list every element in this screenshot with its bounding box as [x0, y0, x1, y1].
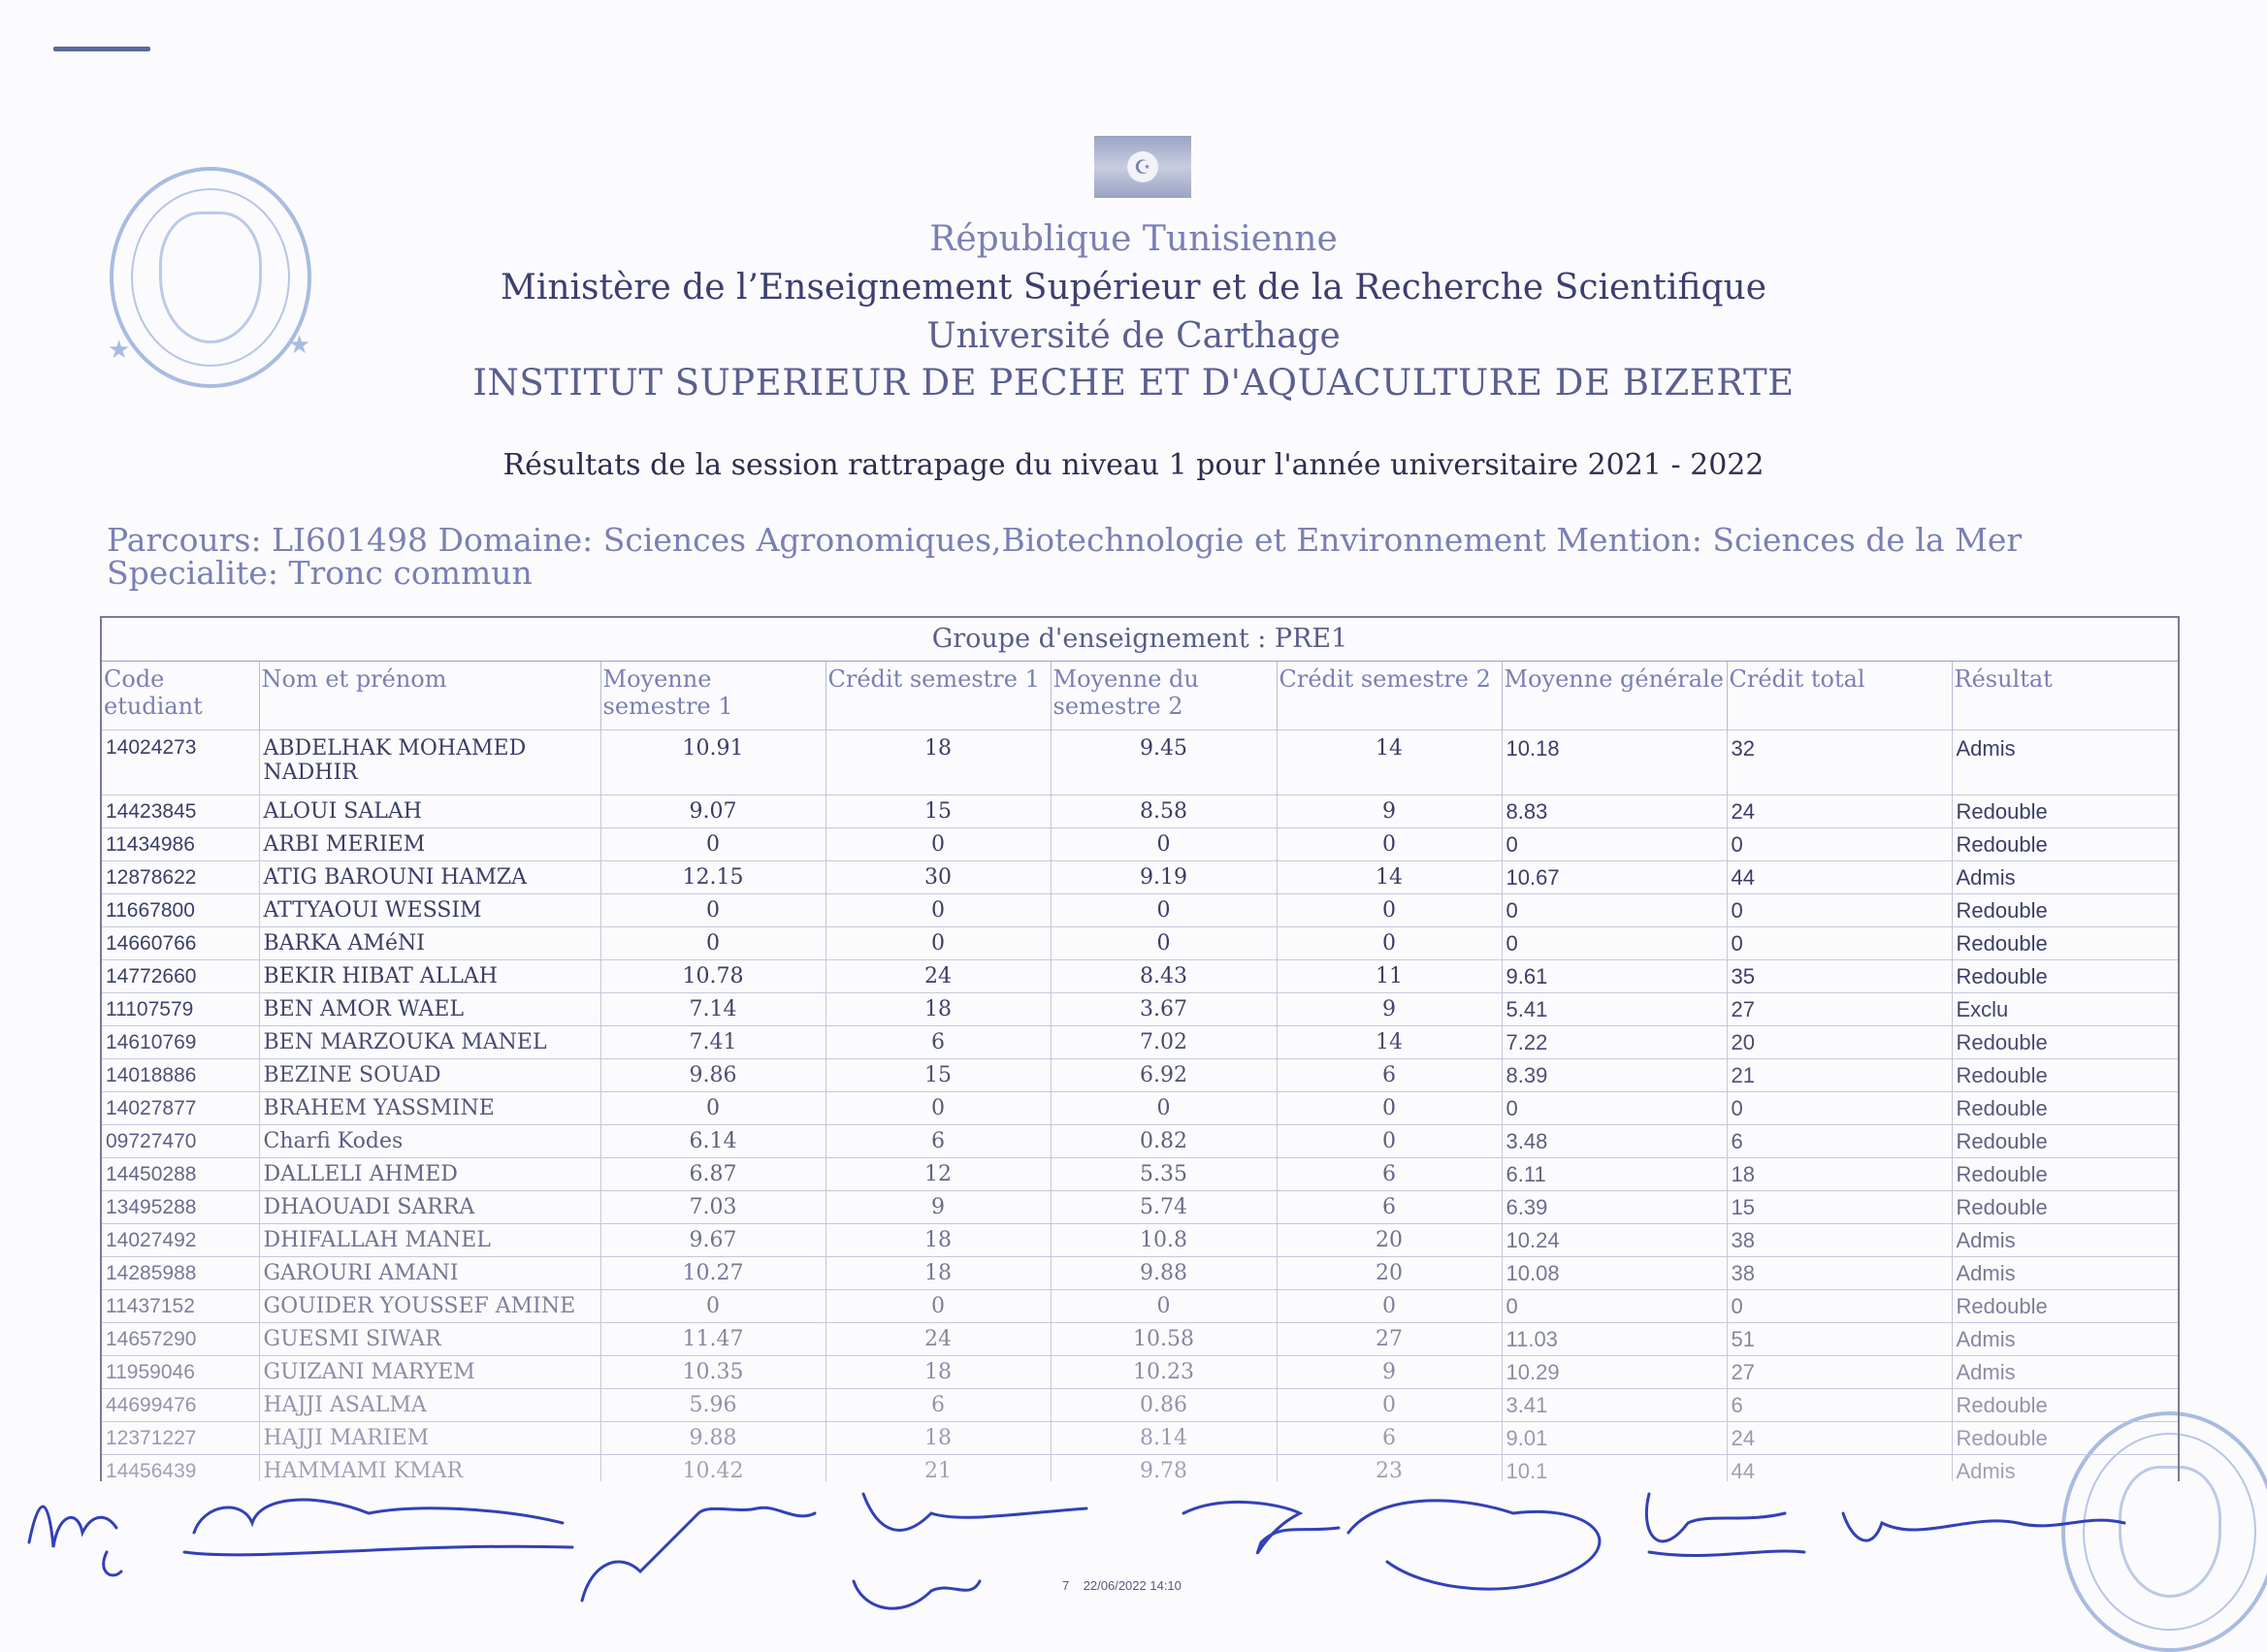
table-cell: Exclu [1952, 993, 2178, 1026]
table-cell: 24 [1727, 795, 1952, 828]
table-cell: 21 [1727, 1059, 1952, 1092]
table-cell: BEZINE SOUAD [259, 1059, 600, 1092]
table-cell: 0 [600, 828, 826, 861]
table-cell: 18 [826, 1257, 1051, 1290]
table-cell: 0 [600, 894, 826, 927]
table-cell: 9.86 [600, 1059, 826, 1092]
table-cell: 44 [1727, 1455, 1952, 1482]
table-cell: 3.41 [1502, 1389, 1727, 1422]
table-cell: 5.74 [1051, 1191, 1277, 1224]
table-cell: 44699476 [102, 1389, 259, 1422]
table-row [102, 1455, 2178, 1482]
table-cell: Redouble [1952, 927, 2178, 960]
signature-scribble [29, 1506, 121, 1575]
table-row [102, 1158, 2178, 1191]
table-cell: Admis [1952, 1257, 2178, 1290]
table-cell: 0 [1051, 927, 1277, 960]
table-cell: 9.01 [1502, 1422, 1727, 1455]
table-cell: GOUIDER YOUSSEF AMINE [259, 1290, 600, 1323]
column-header: Code etudiant [104, 665, 203, 720]
results-table-container [100, 616, 2180, 1481]
institute-seal-left: ★ ★ [110, 167, 311, 388]
table-cell: 38 [1727, 1257, 1952, 1290]
table-cell: 0 [1051, 828, 1277, 861]
table-row [102, 1356, 2178, 1389]
table-cell: 14285988 [102, 1257, 259, 1290]
table-cell: ALOUI SALAH [259, 795, 600, 828]
table-row [102, 795, 2178, 828]
table-cell: 11434986 [102, 828, 259, 861]
table-cell: 0 [1277, 828, 1502, 861]
table-cell: 5.96 [600, 1389, 826, 1422]
coat-of-arms-icon [2119, 1466, 2221, 1598]
table-cell: 11.03 [1502, 1323, 1727, 1356]
table-cell: 14423845 [102, 795, 259, 828]
table-cell: 6.92 [1051, 1059, 1277, 1092]
table-cell: Admis [1952, 1224, 2178, 1257]
table-cell: 6 [826, 1125, 1051, 1158]
column-header: Moyenne semestre 1 [600, 662, 826, 730]
table-cell: 6 [1277, 1422, 1502, 1455]
table-cell: DHAOUADI SARRA [259, 1191, 600, 1224]
table-cell: 27 [1727, 993, 1952, 1026]
table-cell: 6 [1277, 1191, 1502, 1224]
table-row [102, 1257, 2178, 1290]
table-cell: 9.19 [1051, 861, 1277, 894]
table-cell: HAJJI ASALMA [259, 1389, 600, 1422]
table-cell: 14018886 [102, 1059, 259, 1092]
table-cell: 14 [1277, 861, 1502, 894]
table-row [102, 993, 2178, 1026]
table-cell: 24 [1727, 1422, 1952, 1455]
signature-scribble [854, 1494, 1086, 1608]
table-row [102, 960, 2178, 993]
table-cell: 10.91 [600, 730, 826, 795]
column-header: Résultat [1952, 662, 2178, 730]
institute-heading: INSTITUT SUPERIEUR DE PECHE ET D'AQUACULTURE DE BIZERTE [472, 362, 1795, 404]
parcours-info: Parcours: LI601498 Domaine: Sciences Agronomiques,Biotechnologie et Environnement Mention: Sciences de la Mer Specialite: Tronc commun [107, 521, 2023, 592]
table-cell: 51 [1727, 1323, 1952, 1356]
table-cell: 14772660 [102, 960, 259, 993]
table-cell: 0 [1502, 894, 1727, 927]
table-cell: Redouble [1952, 1290, 2178, 1323]
table-cell: 10.35 [600, 1356, 826, 1389]
table-cell: 10.42 [600, 1455, 826, 1482]
table-cell: 8.58 [1051, 795, 1277, 828]
table-cell: 20 [1277, 1224, 1502, 1257]
table-cell: Redouble [1952, 795, 2178, 828]
table-cell: 0 [1277, 1389, 1502, 1422]
signatures [0, 1455, 2267, 1649]
table-cell: 6 [1727, 1125, 1952, 1158]
table-cell: Admis [1952, 1323, 2178, 1356]
table-cell: 6 [1727, 1389, 1952, 1422]
table-cell: 3.48 [1502, 1125, 1727, 1158]
table-cell: 0.82 [1051, 1125, 1277, 1158]
table-cell: 44 [1727, 861, 1952, 894]
table-cell: 0 [1502, 1092, 1727, 1125]
table-cell: 7.02 [1051, 1026, 1277, 1059]
column-header: Crédit total [1727, 662, 1952, 730]
table-cell: 9.45 [1051, 730, 1277, 795]
table-row [102, 1290, 2178, 1323]
table-cell: Redouble [1952, 894, 2178, 927]
table-cell: 0 [826, 1290, 1051, 1323]
table-cell: Admis [1952, 861, 2178, 894]
table-row [102, 861, 2178, 894]
column-header: Nom et prénom [259, 662, 600, 730]
table-cell: 0 [826, 927, 1051, 960]
university-heading: Université de Carthage [926, 316, 1341, 356]
table-cell: 11437152 [102, 1290, 259, 1323]
table-cell: 10.27 [600, 1257, 826, 1290]
table-cell: 20 [1277, 1257, 1502, 1290]
table-cell: 0 [1727, 894, 1952, 927]
table-cell: GAROURI AMANI [259, 1257, 600, 1290]
table-cell: 0 [1727, 828, 1952, 861]
document-title: Résultats de la session rattrapage du niveau 1 pour l'année universitaire 2021 - 2022 [502, 448, 1765, 482]
table-row [102, 1224, 2178, 1257]
table-cell: Charfi Kodes [259, 1125, 600, 1158]
table-cell: 0 [826, 1092, 1051, 1125]
results-table [102, 662, 2178, 1481]
table-cell: 0 [1502, 828, 1727, 861]
table-cell: 14456439 [102, 1455, 259, 1482]
table-cell: 9.07 [600, 795, 826, 828]
table-cell: 6 [826, 1026, 1051, 1059]
table-cell: BEKIR HIBAT ALLAH [259, 960, 600, 993]
table-cell: 9 [1277, 993, 1502, 1026]
table-cell: 15 [826, 795, 1051, 828]
table-cell: 15 [1727, 1191, 1952, 1224]
table-cell: Redouble [1952, 960, 2178, 993]
table-cell: HAJJI MARIEM [259, 1422, 600, 1455]
table-cell: 6.87 [600, 1158, 826, 1191]
table-cell: 0 [1277, 1125, 1502, 1158]
table-cell: 9.88 [600, 1422, 826, 1455]
republic-heading: République Tunisienne [929, 219, 1338, 259]
table-row [102, 894, 2178, 927]
table-cell: 27 [1727, 1356, 1952, 1389]
table-cell: ATIG BAROUNI HAMZA [259, 861, 600, 894]
table-cell: 9.88 [1051, 1257, 1277, 1290]
table-cell: 6.11 [1502, 1158, 1727, 1191]
table-cell: 0 [1502, 927, 1727, 960]
table-cell: 0 [1277, 894, 1502, 927]
table-cell: 10.58 [1051, 1323, 1277, 1356]
table-cell: 12371227 [102, 1422, 259, 1455]
table-header-row [102, 662, 2178, 730]
table-row [102, 1125, 2178, 1158]
table-cell: 0 [1727, 1092, 1952, 1125]
table-cell: 0 [1502, 1290, 1727, 1323]
table-row [102, 1026, 2178, 1059]
group-title: Groupe d'enseignement : PRE1 [102, 618, 2178, 662]
table-cell: 0.86 [1051, 1389, 1277, 1422]
table-cell: 8.14 [1051, 1422, 1277, 1455]
table-row [102, 1059, 2178, 1092]
table-row [102, 828, 2178, 861]
table-cell: 14027877 [102, 1092, 259, 1125]
table-cell: 6 [1277, 1059, 1502, 1092]
table-cell: 0 [600, 927, 826, 960]
table-cell: 8.83 [1502, 795, 1727, 828]
table-cell: 9 [1277, 795, 1502, 828]
table-cell: 11.47 [600, 1323, 826, 1356]
table-cell: 10.23 [1051, 1356, 1277, 1389]
table-cell: Redouble [1952, 1422, 2178, 1455]
table-cell: 14024273 [102, 730, 259, 795]
signature-scribble [582, 1507, 815, 1601]
table-cell: 9.61 [1502, 960, 1727, 993]
table-cell: ABDELHAK MOHAMED NADHIR [259, 730, 600, 795]
tunisian-flag-icon: ☪ [1094, 136, 1191, 198]
table-cell: Redouble [1952, 1158, 2178, 1191]
table-cell: 3.67 [1051, 993, 1277, 1026]
table-cell: 7.14 [600, 993, 826, 1026]
table-cell: 0 [1727, 1290, 1952, 1323]
column-header: Moyenne du semestre 2 [1051, 662, 1277, 730]
table-row [102, 1092, 2178, 1125]
table-cell: BRAHEM YASSMINE [259, 1092, 600, 1125]
table-cell: 14660766 [102, 927, 259, 960]
table-cell: 20 [1727, 1026, 1952, 1059]
table-cell: 10.24 [1502, 1224, 1727, 1257]
top-edge-mark [53, 47, 150, 51]
table-cell: 14610769 [102, 1026, 259, 1059]
table-cell: BEN MARZOUKA MANEL [259, 1026, 600, 1059]
table-cell: 24 [826, 960, 1051, 993]
table-cell: 32 [1727, 730, 1952, 795]
table-cell: 24 [826, 1323, 1051, 1356]
table-cell: 8.39 [1502, 1059, 1727, 1092]
table-row [102, 1191, 2178, 1224]
table-cell: 18 [1727, 1158, 1952, 1191]
table-cell: DHIFALLAH MANEL [259, 1224, 600, 1257]
table-cell: 18 [826, 993, 1051, 1026]
table-cell: 6 [1277, 1158, 1502, 1191]
signature-scribble [1183, 1502, 1339, 1552]
table-cell: 10.78 [600, 960, 826, 993]
table-cell: 10.18 [1502, 730, 1727, 795]
table-cell: 7.03 [600, 1191, 826, 1224]
table-cell: Redouble [1952, 1092, 2178, 1125]
table-cell: 18 [826, 1356, 1051, 1389]
table-cell: 0 [826, 828, 1051, 861]
table-cell: 0 [600, 1290, 826, 1323]
table-cell: ATTYAOUI WESSIM [259, 894, 600, 927]
table-cell: 14 [1277, 1026, 1502, 1059]
table-cell: 21 [826, 1455, 1051, 1482]
results-table-body [102, 730, 2178, 1482]
signature-scribble [1348, 1501, 1600, 1589]
table-cell: 12 [826, 1158, 1051, 1191]
ministry-heading: Ministère de l’Enseignement Supérieur et de la Recherche Scientifique [500, 268, 1767, 308]
table-cell: Redouble [1952, 1389, 2178, 1422]
table-cell: 9 [1277, 1356, 1502, 1389]
table-cell: HAMMAMI KMAR [259, 1455, 600, 1482]
table-cell: 0 [1277, 927, 1502, 960]
table-cell: 14027492 [102, 1224, 259, 1257]
column-header: Crédit semestre 2 [1277, 662, 1502, 730]
table-cell: 12878622 [102, 861, 259, 894]
table-cell: 9 [826, 1191, 1051, 1224]
table-cell: 27 [1277, 1323, 1502, 1356]
table-cell: ARBI MERIEM [259, 828, 600, 861]
table-cell: 0 [1277, 1092, 1502, 1125]
table-cell: 14 [1277, 730, 1502, 795]
table-cell: 6.39 [1502, 1191, 1727, 1224]
table-cell: 13495288 [102, 1191, 259, 1224]
table-cell: 18 [826, 730, 1051, 795]
table-cell: 0 [1051, 1290, 1277, 1323]
table-cell: 5.41 [1502, 993, 1727, 1026]
table-cell: 9.67 [600, 1224, 826, 1257]
table-cell: Redouble [1952, 1059, 2178, 1092]
table-cell: 18 [826, 1224, 1051, 1257]
print-timestamp: 22/06/2022 14:10 [1083, 1578, 1182, 1593]
table-cell: Admis [1952, 1455, 2178, 1482]
table-cell: 10.8 [1051, 1224, 1277, 1257]
signature-scribble [184, 1500, 572, 1555]
table-row [102, 927, 2178, 960]
table-cell: 10.1 [1502, 1455, 1727, 1482]
table-row [102, 730, 2178, 795]
table-cell: 14450288 [102, 1158, 259, 1191]
table-cell: 5.35 [1051, 1158, 1277, 1191]
table-cell: 10.67 [1502, 861, 1727, 894]
table-cell: Admis [1952, 730, 2178, 795]
column-header: Moyenne générale [1502, 662, 1727, 730]
table-cell: 0 [826, 894, 1051, 927]
table-cell: DALLELI AHMED [259, 1158, 600, 1191]
table-cell: 35 [1727, 960, 1952, 993]
table-row [102, 1422, 2178, 1455]
table-cell: 15 [826, 1059, 1051, 1092]
table-cell: 14657290 [102, 1323, 259, 1356]
table-row [102, 1323, 2178, 1356]
table-cell: BEN AMOR WAEL [259, 993, 600, 1026]
table-cell: 18 [826, 1422, 1051, 1455]
page-number: 7 [1062, 1578, 1070, 1593]
table-cell: 0 [1727, 927, 1952, 960]
table-cell: 23 [1277, 1455, 1502, 1482]
print-footer [1062, 1578, 1182, 1593]
table-cell: 11959046 [102, 1356, 259, 1389]
table-cell: 0 [1051, 894, 1277, 927]
table-cell: 6.14 [600, 1125, 826, 1158]
table-cell: 30 [826, 861, 1051, 894]
signature-scribble [1646, 1494, 1804, 1556]
table-cell: 0 [600, 1092, 826, 1125]
table-cell: BARKA AMéNI [259, 927, 600, 960]
table-cell: 11107579 [102, 993, 259, 1026]
table-cell: Redouble [1952, 1125, 2178, 1158]
column-header: Crédit semestre 1 [826, 662, 1051, 730]
table-cell: 6 [826, 1389, 1051, 1422]
table-cell: 0 [1051, 1092, 1277, 1125]
table-cell: Redouble [1952, 1026, 2178, 1059]
table-cell: Redouble [1952, 828, 2178, 861]
table-cell: 0 [1277, 1290, 1502, 1323]
table-cell: 38 [1727, 1224, 1952, 1257]
table-cell: Redouble [1952, 1191, 2178, 1224]
table-cell: 7.22 [1502, 1026, 1727, 1059]
table-cell: 7.41 [600, 1026, 826, 1059]
table-cell: Admis [1952, 1356, 2178, 1389]
table-row [102, 1389, 2178, 1422]
table-cell: 9.78 [1051, 1455, 1277, 1482]
table-cell: 10.29 [1502, 1356, 1727, 1389]
table-cell: 11667800 [102, 894, 259, 927]
table-cell: GUESMI SIWAR [259, 1323, 600, 1356]
table-cell: 10.08 [1502, 1257, 1727, 1290]
table-cell: 09727470 [102, 1125, 259, 1158]
table-cell: 11 [1277, 960, 1502, 993]
table-cell: 8.43 [1051, 960, 1277, 993]
table-cell: 12.15 [600, 861, 826, 894]
table-cell: GUIZANI MARYEM [259, 1356, 600, 1389]
